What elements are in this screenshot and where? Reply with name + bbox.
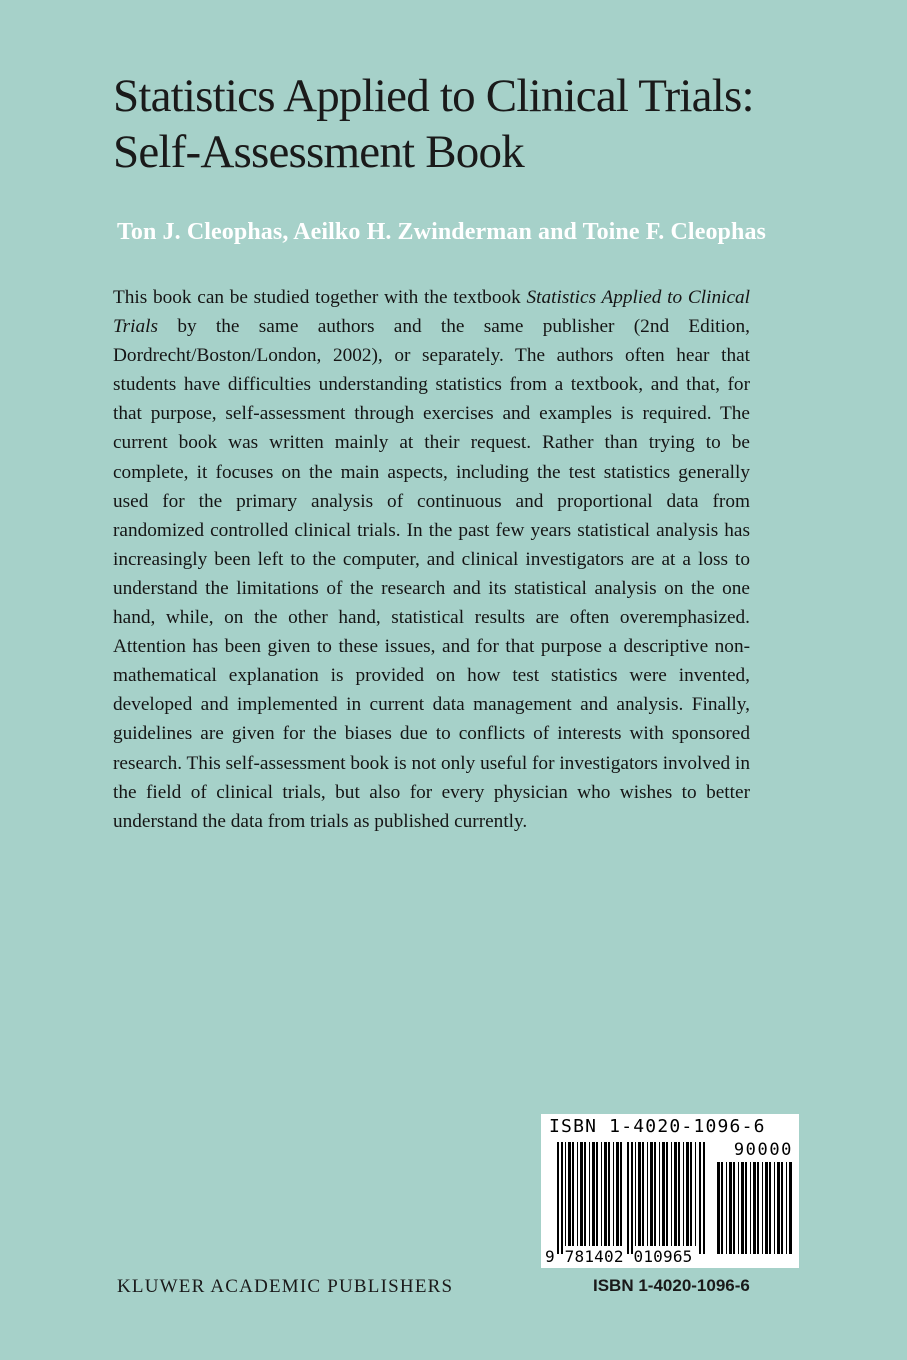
barcode-bar [769, 1162, 771, 1254]
barcode-bar [789, 1162, 792, 1254]
barcode-bar [678, 1142, 680, 1246]
barcode-bar [601, 1142, 602, 1246]
barcode-bar [642, 1142, 644, 1246]
barcode-bar [683, 1142, 684, 1246]
barcode-bar [654, 1142, 656, 1246]
barcode-bar [733, 1162, 735, 1254]
barcode-bar [786, 1162, 787, 1254]
book-title-line-1: Statistics Applied to Clinical Trials: [113, 70, 754, 122]
book-title-line-2: Self-Assessment Book [113, 126, 524, 178]
barcode-bar [745, 1162, 747, 1254]
barcode-ean-digits: 9 781402 010965 [545, 1247, 693, 1266]
barcode-bar [774, 1162, 775, 1254]
barcode-bar [777, 1162, 780, 1254]
barcode-bar [753, 1162, 756, 1254]
barcode-guard-bar [561, 1142, 563, 1254]
barcode-bar [592, 1142, 595, 1246]
description-referenced-title: Statistics Applied to Clinical Trials [113, 287, 751, 338]
barcode-bar [662, 1142, 665, 1246]
barcode-bar [635, 1142, 636, 1246]
barcode-bar [695, 1142, 696, 1246]
barcode-bar [613, 1142, 614, 1246]
barcode-bar [616, 1142, 619, 1246]
barcode-bar [638, 1142, 641, 1246]
barcode-bar [721, 1162, 723, 1254]
barcode-bar [589, 1142, 590, 1246]
barcode-guard-bar [703, 1142, 705, 1254]
barcode-bar [738, 1162, 739, 1254]
barcode-bar [596, 1142, 598, 1246]
barcode-bar [620, 1142, 622, 1246]
barcode-bar [762, 1162, 763, 1254]
barcode-bar [647, 1142, 648, 1246]
barcode-guard-bar [557, 1142, 559, 1254]
barcode-bar [659, 1142, 660, 1246]
barcode-bar [577, 1142, 578, 1246]
barcode-bar [729, 1162, 732, 1254]
barcode-bar [584, 1142, 586, 1246]
barcode-bar [666, 1142, 668, 1246]
barcode-bar [741, 1162, 744, 1254]
barcode-bar [726, 1162, 727, 1254]
barcode-bar [717, 1162, 720, 1254]
book-description [113, 283, 750, 836]
barcode-bar [765, 1162, 768, 1254]
description-text-start: This book can be studied together with the textbook [113, 287, 527, 308]
barcode-addon-digits: 90000 [733, 1140, 793, 1160]
barcode-bars-icon [541, 1114, 799, 1268]
barcode-bar [686, 1142, 689, 1246]
barcode-bar [568, 1142, 571, 1246]
barcode-bar [572, 1142, 574, 1246]
barcode-bar [604, 1142, 607, 1246]
barcode-bar [565, 1142, 566, 1246]
barcode-bar [750, 1162, 751, 1254]
barcode-guard-bar [627, 1142, 629, 1254]
barcode-bar [671, 1142, 672, 1246]
authors: Ton J. Cleophas, Aeilko H. Zwinderman and Toine F. Cleophas [117, 219, 766, 245]
publisher-name: KLUWER ACADEMIC PUBLISHERS [117, 1276, 454, 1297]
isbn-number: ISBN 1-4020-1096-6 [593, 1276, 750, 1295]
barcode-bar [674, 1142, 677, 1246]
barcode-bar [608, 1142, 610, 1246]
isbn-barcode [541, 1114, 799, 1268]
barcode-guard-bar [631, 1142, 633, 1254]
barcode-guard-bar [699, 1142, 701, 1254]
description-text-rest: by the same authors and the same publisher (2nd Edition, Dordrecht/Boston/London, 2002), or separately. The authors often hear that students have difficulties understanding statistics from a textbook, and that, for that purpose, self-assessment through exercises and examples is required. The current book was written mainly at their request. Rather than trying to be complete, it focuses on the main aspects, including the test statistics generally used for the primary analysis of continuous and proportional data from randomized controlled clinical trials. In the past few years statistical analysis has increasingly been left to the computer, and clinical investigators are at a loss to understand the limitations of the research and its statistical analysis on the one hand, while, on the other hand, statistical results are often overemphasized. Attention has been given to these issues, and for that purpose a descriptive non-mathematical explanation is provided on how test statistics were invented, developed and implemented in current data management and analysis. Finally, guidelines are given for the biases due to conflicts of interests with sponsored research. This self-assessment book is not only useful for investigators involved in the field of clinical trials, but also for every physician who wishes to better understand the data from trials as published currently. [113, 316, 750, 832]
barcode-bar [781, 1162, 783, 1254]
book-title [113, 68, 813, 180]
barcode-bar [580, 1142, 583, 1246]
barcode-isbn-label: ISBN 1-4020-1096-6 [549, 1116, 766, 1137]
barcode-bar [650, 1142, 653, 1246]
barcode-bar [690, 1142, 692, 1246]
barcode-bar [757, 1162, 759, 1254]
